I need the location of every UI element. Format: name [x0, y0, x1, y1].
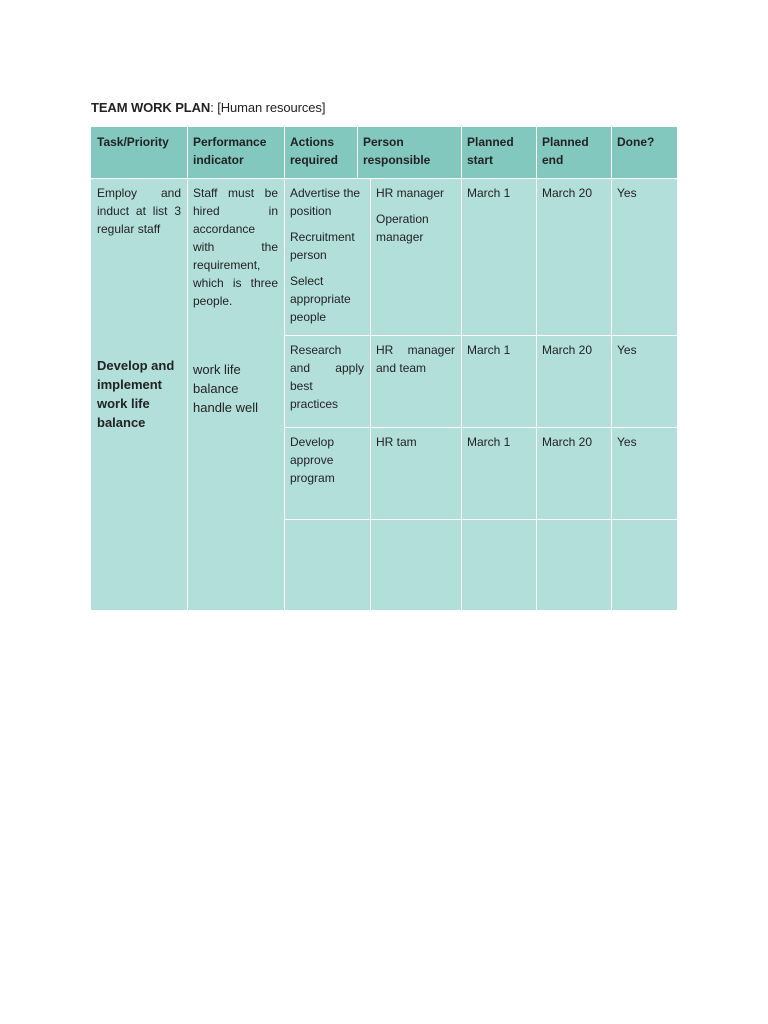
row1-person-operation-manager: Operation manager — [376, 212, 429, 244]
row1-end: March 20 — [536, 178, 611, 335]
row1-action-recruitment: Recruitment person — [290, 230, 355, 262]
grid-line — [284, 335, 677, 336]
row2-end: March 20 — [536, 335, 611, 427]
indicator-staff-hired: Staff must be hired in accordance with the requirement, which is three people. — [193, 186, 278, 308]
row4-done-empty — [611, 519, 677, 610]
row3-done: Yes — [611, 427, 677, 519]
row1-action-advertise: Advertise the position — [290, 186, 361, 218]
row4-person-empty — [370, 519, 461, 610]
grid-line — [284, 519, 677, 520]
row4-actions-empty — [284, 519, 370, 610]
row2-start: March 1 — [461, 335, 536, 427]
grid-line — [357, 127, 358, 178]
task-work-life-balance: Develop and implement work life balance — [97, 358, 175, 430]
header-planned-end: Planned end — [536, 127, 611, 178]
row2-person: HR manager and team — [370, 335, 461, 427]
task-priority-cell — [91, 178, 187, 610]
row2-actions: Research and apply best practices — [284, 335, 370, 427]
header-planned-start: Planned start — [461, 127, 536, 178]
row3-end: March 20 — [536, 427, 611, 519]
grid-line — [284, 127, 285, 610]
grid-line — [611, 127, 612, 610]
row1-start: March 1 — [461, 178, 536, 335]
header-actions-required: Actions required — [284, 127, 357, 178]
row3-actions: Develop approve program — [284, 427, 370, 519]
row1-action-select: Select appropriate people — [290, 274, 351, 324]
row1-actions — [284, 178, 370, 335]
grid-line — [91, 178, 677, 179]
row2-done: Yes — [611, 335, 677, 427]
row1-person — [370, 178, 461, 335]
task-employ-staff: Employ and induct at list 3 regular staff — [97, 186, 181, 236]
grid-line — [284, 427, 677, 428]
heading-subtitle: : [Human resources] — [210, 100, 326, 115]
indicator-work-life: work life balance handle well — [193, 362, 259, 415]
grid-line — [461, 127, 462, 610]
row4-end-empty — [536, 519, 611, 610]
grid-line — [187, 127, 188, 610]
page-heading — [91, 100, 325, 115]
row4-start-empty — [461, 519, 536, 610]
grid-line — [370, 178, 371, 610]
row1-done: Yes — [611, 178, 677, 335]
header-performance-indicator: Performance indicator — [187, 127, 284, 178]
grid-line — [536, 127, 537, 610]
header-done: Done? — [611, 127, 677, 178]
header-task-priority: Task/Priority — [91, 127, 187, 178]
performance-indicator-cell — [187, 178, 284, 610]
row3-person: HR tam — [370, 427, 461, 519]
row1-person-hr-manager: HR manager — [376, 186, 445, 200]
heading-title: TEAM WORK PLAN — [91, 100, 211, 115]
header-person-responsible: Person responsible — [357, 127, 461, 178]
row3-start: March 1 — [461, 427, 536, 519]
